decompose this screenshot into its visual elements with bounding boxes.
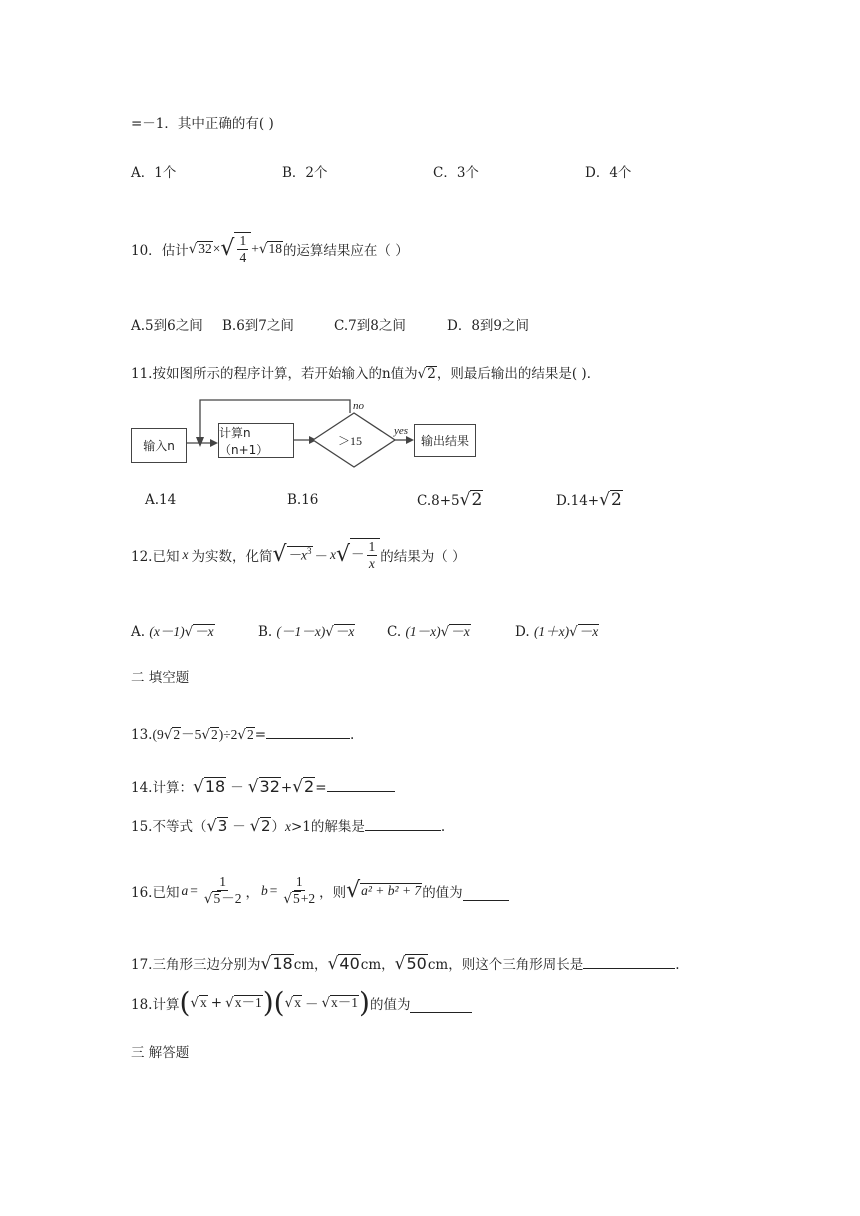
- q16-fraction-a: [202, 874, 244, 907]
- q12-option-b-expr: (－1－x): [276, 624, 326, 639]
- q10-lead: 估计: [161, 242, 189, 259]
- q14-radicand-1: 18: [204, 777, 226, 796]
- q11-lead: 11.按如图所示的程序计算，若开始输入的n值为: [131, 366, 418, 382]
- q18-plus: +: [210, 994, 223, 1011]
- q10-frac-den: 4: [239, 249, 247, 265]
- sqrt-symbol: √: [188, 240, 198, 257]
- q12-option-d-label: D.: [515, 624, 530, 640]
- q17-radicand-2: 40: [339, 954, 360, 973]
- section-2-heading: 二 填空题: [131, 670, 190, 686]
- flow-output-box: 输出结果: [414, 424, 476, 457]
- q9-option-c: C．3个: [433, 165, 479, 181]
- q9-option-d: D．4个: [585, 165, 632, 181]
- q14-stem: [131, 776, 395, 797]
- q11-option-d: [556, 490, 623, 510]
- sqrt-symbol: √: [184, 624, 194, 640]
- flow-compute-box: 计算n（n+1）: [218, 423, 294, 458]
- sqrt-symbol: √: [190, 994, 200, 1011]
- q17-answer-blank[interactable]: [583, 956, 675, 969]
- q13-number: 13.: [131, 727, 153, 743]
- q10-frac-num: 1: [239, 233, 247, 248]
- q16-eq-a: =: [190, 882, 198, 898]
- q13-stem: [131, 723, 354, 743]
- sqrt-symbol: √: [249, 816, 260, 835]
- q16-frac-b-den: [281, 891, 317, 908]
- q9-tail: =－1．其中正确的有( ): [131, 116, 274, 132]
- q10-tail: 的运算结果应在（ ）: [282, 242, 409, 259]
- q11-option-b: B.16: [287, 492, 319, 508]
- q12-option-a: [131, 620, 215, 640]
- q13-div: ÷2: [223, 727, 238, 742]
- q18-answer-blank[interactable]: [410, 1000, 472, 1013]
- q11-option-a: A.14: [145, 492, 177, 508]
- q12-option-d: [515, 620, 599, 640]
- q16-var-b: b: [260, 882, 268, 898]
- q15-var: x: [284, 819, 291, 834]
- q9-option-b: B．2个: [282, 165, 328, 181]
- q12-option-b-radicand: －x: [334, 624, 355, 639]
- q18-radicand-4: x－1: [331, 994, 359, 1010]
- q12-lead: 12.已知: [131, 548, 180, 565]
- q13-end: .: [350, 727, 355, 743]
- q9-option-a: A．1个: [131, 165, 177, 181]
- q14-radicand-3: 2: [304, 777, 315, 796]
- sqrt-symbol: √: [220, 236, 235, 262]
- sqrt-symbol: √: [394, 954, 406, 974]
- q10-number: 10．: [131, 242, 162, 259]
- q15-close: ）: [271, 819, 285, 835]
- q16-frac-a-den: [202, 891, 244, 908]
- q18-lead: 18.计算: [131, 996, 180, 1013]
- q12-mid: 为实数，化简: [191, 548, 273, 565]
- q17-unit-3: cm，则这个三角形周长是: [427, 957, 584, 973]
- section-3-heading: 三 解答题: [131, 1045, 190, 1061]
- q10-option-a: A.5到6之间: [131, 318, 203, 334]
- sqrt-symbol: √: [201, 727, 210, 743]
- q17-unit-2: cm，: [360, 957, 395, 973]
- sqrt-symbol: √: [569, 624, 578, 640]
- q12-coef: x: [330, 546, 337, 562]
- sqrt-symbol: √: [284, 994, 294, 1011]
- q16-radicand: a² + b² + 7: [361, 882, 422, 898]
- q11-option-c-prefix: C.8+5: [417, 493, 460, 509]
- q16-tail: 的值为: [422, 884, 463, 901]
- q16-then: ，则: [319, 884, 347, 901]
- q16-comma: ，: [245, 884, 259, 901]
- q14-lead: 14.计算：: [131, 780, 193, 796]
- q16-frac-a-num: 1: [219, 874, 227, 889]
- q16-frac-b-radicand: 5: [292, 890, 300, 906]
- sqrt-symbol: √: [283, 890, 292, 907]
- q12-radicand-1: [287, 546, 313, 563]
- q10-times: ×: [212, 240, 221, 256]
- q12-stem: [131, 538, 466, 571]
- q13-radicand-3: 2: [246, 727, 254, 742]
- q12-option-a-label: A.: [131, 624, 146, 640]
- q15-ineq: >1的解集是: [290, 819, 365, 835]
- sqrt-symbol: √: [417, 366, 427, 382]
- sqrt-symbol: √: [247, 777, 259, 797]
- q12-fraction: [367, 539, 378, 571]
- sqrt-symbol: √: [237, 727, 246, 743]
- q11-option-c: [417, 490, 483, 510]
- q12-option-b-label: B.: [258, 624, 273, 640]
- q12-option-a-radicand: －x: [194, 624, 214, 639]
- q18-paren-open-2: (: [273, 986, 285, 1019]
- q17-radicand-1: 18: [272, 954, 293, 973]
- q12-option-d-radicand: －x: [578, 624, 599, 639]
- q13-minus: －5: [181, 727, 202, 742]
- q18-minus: －: [304, 996, 319, 1013]
- q11-option-d-radicand: 2: [610, 490, 622, 510]
- q12-option-c-label: C.: [387, 624, 402, 640]
- q11-tail: ，则最后输出的结果是( )．: [436, 366, 601, 382]
- q18-radicand-3: x: [294, 994, 301, 1010]
- q13-radicand-1: 2: [173, 727, 181, 742]
- sqrt-symbol: √: [163, 727, 173, 743]
- sqrt-symbol: √: [336, 542, 351, 568]
- q14-minus: －: [230, 780, 244, 796]
- q17-stem: [131, 953, 680, 974]
- q18-stem: [131, 986, 472, 1019]
- q12-tail: 的结果为（ ）: [380, 548, 466, 565]
- q10-radicand-1: 32: [198, 240, 212, 256]
- q12-r1-base: －x: [287, 547, 308, 563]
- q18-radicand-2: x－1: [234, 994, 262, 1010]
- sqrt-symbol: √: [599, 490, 610, 510]
- sqrt-symbol: √: [346, 878, 361, 904]
- q15-stem: [131, 815, 445, 835]
- q10-plus: +: [251, 240, 259, 256]
- q12-var: x: [182, 546, 189, 562]
- q15-radicand-2: 2: [260, 817, 271, 835]
- q16-var-a: a: [181, 882, 189, 898]
- q18-tail: 的值为: [369, 996, 411, 1013]
- sqrt-symbol: √: [258, 240, 268, 257]
- q12-option-d-expr: (1＋x): [533, 624, 570, 639]
- flow-no-label: no: [353, 400, 364, 412]
- q15-radicand-1: 3: [217, 817, 228, 835]
- q18-paren-close-2: ): [359, 986, 370, 1019]
- q18-radicand-1: x: [200, 994, 207, 1010]
- flow-input-box: 输入n: [131, 428, 187, 463]
- q16-eq-b: =: [269, 882, 278, 898]
- q12-option-b: [258, 620, 355, 640]
- q15-end: .: [440, 819, 446, 835]
- sqrt-symbol: √: [260, 954, 272, 974]
- q16-frac-b-op: +2: [300, 890, 316, 906]
- q14-plus: +: [280, 780, 293, 796]
- q10-option-c: C.7到8之间: [334, 318, 406, 334]
- q14-eq: =: [315, 780, 327, 796]
- q10-radicand-2: 18: [268, 240, 282, 256]
- q15-lead: 15.不等式（: [131, 819, 207, 835]
- q12-option-c: [387, 620, 471, 640]
- q16-lead: 16.已知: [131, 884, 180, 901]
- q11-radicand: 2: [427, 366, 436, 382]
- q12-option-c-expr: (1－x): [405, 624, 441, 639]
- q15-answer-blank[interactable]: [365, 818, 441, 831]
- q14-answer-blank[interactable]: [327, 779, 395, 792]
- q17-lead: 17.三角形三边分别为: [131, 957, 261, 973]
- q12-neg: －: [351, 546, 365, 562]
- q14-radicand-2: 32: [259, 777, 280, 796]
- sqrt-symbol: √: [272, 542, 287, 568]
- sqrt-symbol: √: [321, 994, 331, 1011]
- q11-option-c-radicand: 2: [471, 490, 483, 510]
- sqrt-symbol: √: [327, 954, 339, 974]
- q12-frac-num: 1: [368, 539, 376, 554]
- q12-radicand-2: [350, 538, 380, 571]
- q12-r1-exp: 3: [307, 545, 312, 556]
- q17-end: .: [675, 957, 680, 973]
- sqrt-symbol: √: [225, 994, 234, 1011]
- q16-frac-a-op: －2: [221, 890, 242, 906]
- q16-frac-a-radicand: 5: [213, 890, 221, 906]
- q13-close: ): [218, 727, 224, 742]
- q13-radicand-2: 2: [210, 727, 218, 742]
- q10-option-d: D．8到9之间: [447, 318, 530, 334]
- sqrt-symbol: √: [192, 777, 204, 797]
- q11-option-d-prefix: D.14+: [556, 493, 600, 509]
- q16-answer-blank[interactable]: [463, 888, 509, 901]
- sqrt-symbol: √: [325, 624, 334, 640]
- q13-open: (9: [152, 727, 164, 742]
- q18-paren-open-1: (: [179, 986, 191, 1019]
- q10-option-b: B.6到7之间: [222, 318, 294, 334]
- flow-compare-label: ＞15: [338, 434, 363, 448]
- sqrt-symbol: √: [459, 490, 471, 510]
- q12-frac-den: x: [368, 555, 375, 571]
- sqrt-symbol: √: [203, 890, 213, 907]
- sqrt-symbol: √: [206, 816, 217, 835]
- q12-minus: －: [314, 548, 329, 564]
- q13-answer-blank[interactable]: [266, 726, 350, 739]
- q15-minus: －: [232, 819, 246, 835]
- q12-option-c-radicand: －x: [450, 624, 470, 639]
- q16-stem: [131, 874, 509, 907]
- q12-option-a-expr: (x－1): [149, 624, 185, 639]
- q17-radicand-3: 50: [406, 954, 427, 973]
- sqrt-symbol: √: [440, 624, 450, 640]
- sqrt-symbol: √: [292, 777, 304, 797]
- flow-yes-label: yes: [394, 425, 409, 437]
- q16-fraction-b: [281, 874, 317, 907]
- q17-unit-1: cm，: [293, 957, 328, 973]
- q16-frac-b-num: 1: [295, 874, 303, 889]
- q18-paren-close-1: ): [262, 986, 274, 1019]
- q13-eq: =: [254, 727, 267, 743]
